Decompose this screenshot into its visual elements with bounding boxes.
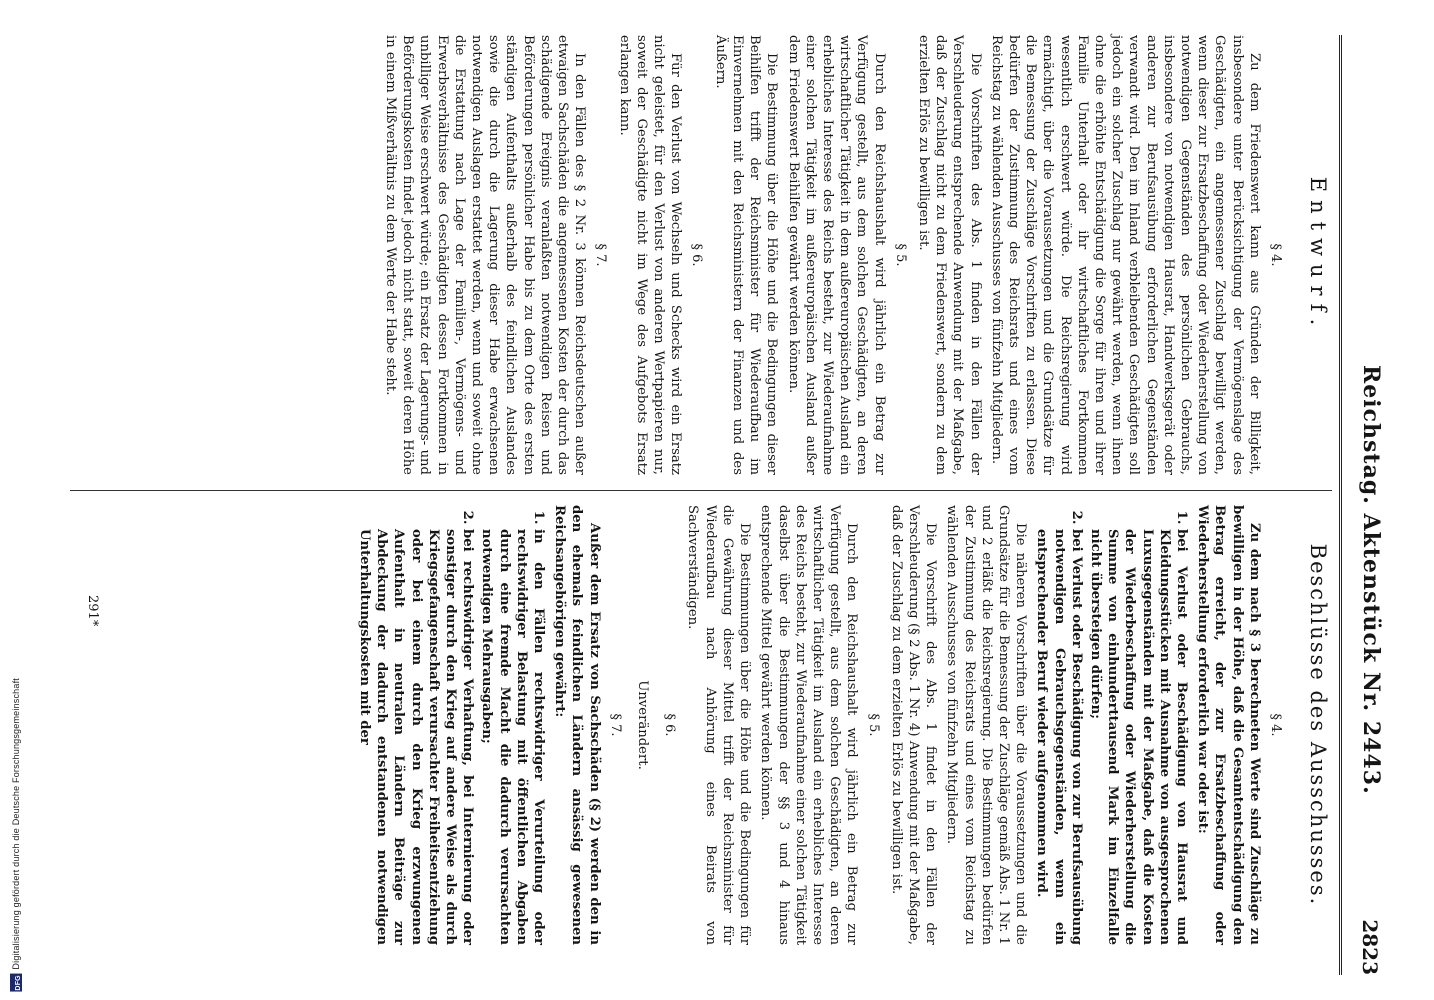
page-title: Reichstag. Aktenstück Nr. 2443. bbox=[1358, 365, 1384, 795]
paragraph: Durch den Reichshaushalt wird jährlich ein Betrag zur Verfügung gestellt, aus dem solchen Geschädigten, an deren wirtschaftlicher Tätigkeit in dem außereuropäischen Ausland ein erhebliches Interesse des Reichs besteht, zur Wiederaufnahme einer solchen Tätigkeit im außereuropäischen Ausland außer dem Friedenswert Beihilfen gewährt werden können. bbox=[785, 35, 887, 475]
paragraph: Die Vorschriften des Abs. 1 finden in den Fällen der Verschleuderung entsprechende Anwendung mit der Maßgabe, daß der Zuschlag nicht zu dem Friedenswert, sondern zu dem erzielten Erlös zu bewilligen ist. bbox=[915, 35, 983, 475]
list-item: 1. in den Fällen rechtswidriger Verurteilung oder rechtswidriger Belastung mit öffentlichen Abgaben durch eine fremde Macht die dadurch verursachten notwendigen Mehrausgaben; bbox=[478, 529, 547, 945]
paragraph: Durch den Reichshaushalt wird jährlich ein Betrag zur Verfügung gestellt, aus dem solchen Geschädigten, an deren wirtschaftlicher Tätigkeit im Ausland ein erhebliches Interesse des Reichs besteht, zur Wiederaufnahme einer solchen Tätigkeit daselbst über die Bestimmungen der §§ 3 und 4 hinaus entsprechende Mittel gewährt werden können. bbox=[758, 505, 860, 945]
section-label: § 4. bbox=[1268, 713, 1283, 737]
list-item: 2. bei rechtswidriger Verhaftung, bei Internierung oder sonstiger durch den Krieg auf andere Weise als durch Kriegsgefangenschaft verursachter Freiheitsentziehung oder bei einem durch den Krieg erzwungenen Aufenthalt in neutralen Ländern Beiträge zur Abdeckung der dadurch entstandenen notwendigen Unterhaltungskosten mit der bbox=[356, 529, 476, 945]
numbered-list bbox=[356, 505, 547, 945]
paragraph: In den Fällen des § 2 Nr. 3 können Reichsdeutschen außer etwaigen Sachschäden die angemessenen Kosten der durch das schädigende Ereignis veranlaßten notwendigen Reisen und Beförderungen persönlicher Habe bis zu dem Orte des ersten ständigen Aufenthalts außerhalb des feindlichen Auslandes sowie die durch die Lagerung dieser Habe erwachsenen notwendigen Auslagen erstattet werden, wenn und soweit ohne die Erstattung nach Lage der Familien-, Vermögens- und Erwerbsverhältnisse des Geschädigten dessen Fortkommen in unbilliger Weise erschwert würde; ein Ersatz der Lagerungs- und Beförderungskosten findet jedoch nicht statt, soweit deren Höhe in einem Mißverhältnis zu dem Werte der Habe steht. bbox=[383, 35, 588, 475]
paragraph: Außer dem Ersatz von Sachschäden (§ 2) werden den in den ehemals feindlichen Ländern ansässig gewesenen Reichsangehörigen gewährt: bbox=[552, 505, 602, 945]
numbered-list bbox=[1033, 505, 1190, 945]
section-label: § 4. bbox=[1268, 243, 1283, 267]
section-label: § 7. bbox=[607, 713, 623, 737]
unchanged-note: Unverändert. bbox=[635, 680, 651, 770]
list-item: 2. bei Verlust oder Beschädigung von zur Berufsausübung notwendigen Gebrauchsgegenständen, wenn ein entsprechender Beruf wieder aufgenommen wird. bbox=[1033, 529, 1085, 945]
dfg-logo: DFG bbox=[10, 974, 22, 992]
paragraph: Die Vorschrift des Abs. 1 findet in den Fällen der Verschleuderung (§ 2 Abs. 1 Nr. 4) Anwendung mit der Maßgabe, daß der Zuschlag zu dem erzielten Erlös zu bewilligen ist. bbox=[888, 505, 939, 945]
page-number: 2823 bbox=[1358, 919, 1382, 975]
section-label: § 7. bbox=[593, 243, 609, 267]
paragraph: Die näheren Vorschriften über die Voraussetzungen und die Grundsätze für die Bemessung der Zuschläge gemäß Abs. 1 Nr. 1 und 2 erläßt die Reichsregierung. Die Bestimmungen bedürfen der Zustimmung des Reichsrats und eines vom Reichstag zu wählenden Ausschusses von fünfzehn Mitgliedern. bbox=[944, 505, 1029, 945]
section-label: § 5. bbox=[865, 713, 881, 737]
left-column-heading: Entwurf. bbox=[1306, 176, 1330, 334]
page-header bbox=[1339, 35, 1390, 975]
paragraph: Für den Verlust von Wechseln und Schecks wird ein Ersatz nicht geleistet, für den Verlust von anderen Wertpapieren nur, soweit der Geschädigte nicht im Wege des Aufgebots Ersatz erlangen kann. bbox=[616, 35, 684, 475]
column-divider bbox=[70, 490, 1332, 491]
paragraph: Die Bestimmung über die Höhe und die Bedingungen dieser Beihilfen trifft der Reichsminister für Wiederaufbau im Einvernehmen mit den Reichsministern der Finanzen und des Äußern. bbox=[712, 35, 780, 475]
right-column-heading: Beschlüsse des Ausschusses. bbox=[1306, 543, 1330, 907]
draft-column bbox=[378, 35, 1290, 475]
section-label: § 6. bbox=[662, 713, 678, 737]
document-page bbox=[70, 35, 1390, 975]
footer-text: Digitalisierung gefördert durch die Deutsche Forschungsgemeinschaft bbox=[11, 678, 21, 970]
paragraph: Zu dem Friedenswert kann aus Gründen der Billigkeit, insbesondere unter Berücksichtigung der Vermögenslage des Geschädigten, ein angemessener Zuschlag bewilligt werden, wenn dieser zur Ersatzbeschaffung oder Wiederherstellung von notwendigen Gegenständen des persönlichen Gebrauchs, insbesondere von notwendigen Hausrat, Handwerksgerät oder anderen zur Berufsausübung erforderlichen Gegenständen verwandt wird. Den im Inland verbleibenden Geschädigten soll jedoch ein solcher Zuschlag nur gewährt werden, wenn ihnen ohne die erhöhte Entschädigung die Sorge für ihren und ihrer Familie Unterhalt oder ihr wirtschaftliches Fortkommen wesentlich erschwert würde. Die Reichsregierung wird ermächtigt, über die Voraussetzungen und die Grundsätze für die Bemessung der Zuschläge Vorschriften zu erlassen. Diese bedürfen der Zustimmung des Reichsrats und eines vom Reichstag zu wählenden Ausschusses von fünfzehn Mitgliedern. bbox=[988, 35, 1262, 475]
list-item: 1. bei Verlust oder Beschädigung von Hausrat und Kleidungsstücken mit Ausnahme von ausgesprochenen Luxusgegenständen mit der Maßgabe, daß die Kosten der Wiederbeschaffung oder Wiederherstellung die Summe von einhunderttausend Mark im Einzelfalle nicht übersteigen dürfen; bbox=[1087, 529, 1190, 945]
sheet-mark: 291* bbox=[85, 595, 100, 627]
committee-column bbox=[352, 505, 1290, 945]
paragraph: Zu dem nach § 3 berechneten Werte sind Zuschläge zu bewilligen in der Höhe, daß die Gesamtentschädigung den Betrag erreicht, der zur Ersatzbeschaffung oder Wiederherstellung erforderlich war oder ist: bbox=[1195, 505, 1262, 945]
digitization-footer bbox=[10, 678, 22, 992]
section-label: § 6. bbox=[689, 243, 705, 267]
section-label: § 5. bbox=[892, 243, 908, 267]
paragraph: Die Bestimmungen über die Höhe und die Bedingungen für die Gewährung dieser Mittel trifft der Reichsminister für Wiederaufbau nach Anhörung eines Beirats von Sachverständigen. bbox=[685, 505, 753, 945]
